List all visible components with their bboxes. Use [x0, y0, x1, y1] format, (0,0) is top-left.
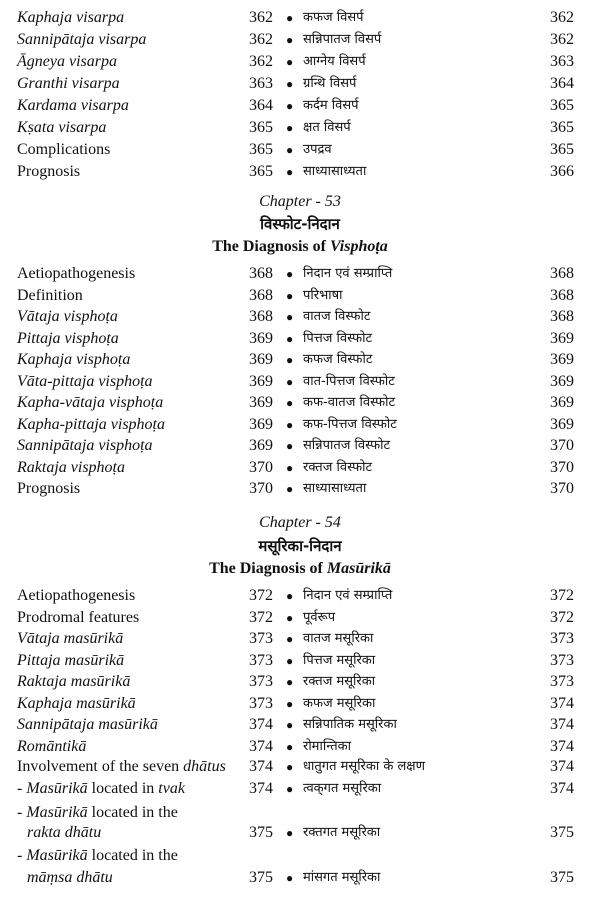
bullet-dot: ● [286, 653, 294, 668]
page-number-english: 365 [249, 119, 273, 136]
toc-entry-hindi: वातज विस्फोट [303, 309, 371, 324]
page-number-hindi: 374 [550, 716, 574, 733]
page-number-hindi: 373 [550, 673, 574, 690]
page-number-english: 369 [249, 394, 273, 411]
toc-entry-hindi: निदान एवं सम्प्राप्ति [303, 266, 393, 281]
bullet-dot: ● [286, 696, 294, 711]
page-number-english: 373 [249, 694, 273, 712]
toc-row [0, 117, 600, 139]
toc-entry-hindi: कफज मसूरिका [303, 695, 376, 711]
toc-entry-english: Kapha-pittaja visphoṭa [17, 415, 165, 433]
toc-row [0, 7, 600, 29]
toc-row [0, 714, 600, 736]
page-number-english: 374 [249, 737, 273, 755]
bullet-dot: ● [286, 739, 294, 754]
page-number-hindi: 364 [550, 75, 574, 92]
bullet-dot: ● [286, 99, 294, 113]
toc-row [0, 95, 600, 117]
page-number-hindi: 363 [550, 53, 574, 70]
bullet-dot: ● [286, 675, 294, 689]
toc-entry-english: Raktaja visphoṭa [17, 458, 125, 476]
toc-entry-english: - Masūrikā located in the [17, 804, 178, 821]
page-number-english: 364 [249, 97, 273, 114]
toc-entry-hindi: त्वक्‌गत मसूरिका [303, 781, 382, 796]
toc-entry-english: Involvement of the seven dhātus [17, 758, 226, 775]
toc-entry-hindi: परिभाषा [303, 287, 343, 303]
page-number-english: 369 [249, 415, 273, 433]
toc-row-rakta-line1 [0, 802, 600, 824]
toc-entry-hindi: रक्तज मसूरिका [303, 674, 376, 689]
toc-row [0, 51, 600, 73]
page-number-english: 369 [249, 372, 273, 390]
page-number-hindi: 370 [550, 480, 574, 497]
page-number-hindi: 368 [550, 265, 574, 282]
page-number-english: 370 [249, 480, 273, 497]
bullet-dot: ● [286, 33, 294, 47]
bullet-dot: ● [286, 782, 294, 796]
page-number-english: 368 [249, 308, 273, 325]
toc-entry-hindi: सन्निपातिक मसूरिका [303, 717, 397, 732]
page-number-hindi: 374 [550, 780, 574, 797]
toc-entry-hindi: कर्दम विसर्प [303, 98, 359, 113]
page-number-english: 369 [249, 437, 273, 454]
toc-entry-hindi: सन्निपातज विस्फोट [303, 438, 391, 453]
bullet-dot: ● [286, 310, 294, 324]
toc-entry-english: Prodromal features [17, 608, 140, 626]
toc-entry-hindi: कफज विस्फोट [303, 352, 373, 367]
toc-row [0, 585, 600, 607]
page-number-english: 365 [249, 141, 273, 158]
toc-entry-hindi: क्षत विसर्प [303, 120, 351, 135]
toc-row [0, 73, 600, 95]
toc-entry-english: Romāntikā [17, 737, 87, 755]
bullet-dot: ● [286, 374, 294, 389]
toc-entry-english: Complications [17, 141, 111, 158]
toc-entry-hindi: सन्निपातज विसर्प [303, 32, 382, 47]
toc-row [0, 139, 600, 161]
bullet-dot: ● [286, 439, 294, 453]
chapter-54-title-term: Masūrikā [326, 560, 391, 577]
toc-row-mamsa-line2 [0, 867, 600, 889]
page-number-english: 372 [249, 608, 273, 626]
toc-entry-english: Kaphaja visphoṭa [17, 351, 131, 368]
toc-entry-english-continued: māṃsa dhātu [27, 869, 113, 886]
bullet-dot: ● [286, 267, 294, 281]
bullet-dot: ● [286, 143, 294, 157]
chapter-53-label: Chapter - 53 [259, 193, 341, 210]
toc-entry-english: Sannipātaja visphoṭa [17, 437, 153, 454]
page-number-hindi: 372 [550, 587, 574, 604]
toc-row [0, 435, 600, 457]
toc-entry-hindi: रक्तज विस्फोट [303, 459, 373, 475]
toc-entry-hindi: निदान एवं सम्प्राप्ति [303, 588, 393, 603]
page-number-hindi: 362 [550, 9, 574, 26]
page-number-hindi: 368 [550, 308, 574, 325]
page-number-english: 362 [249, 31, 273, 48]
bullet-dot: ● [286, 482, 294, 496]
chapter-53-title-term: Visphoṭa [329, 238, 388, 255]
page-number-english: 368 [249, 265, 273, 282]
toc-entry-hindi: आग्नेय विसर्प [303, 54, 366, 69]
toc-entry-hindi: रोमान्तिका [303, 738, 351, 754]
toc-entry-english: Kaphaja masūrikā [17, 694, 136, 712]
toc-entry-hindi: साध्यासाध्यता [303, 164, 367, 179]
toc-entry-english: Vātaja visphoṭa [17, 308, 118, 325]
page-number-hindi: 374 [550, 758, 574, 775]
bullet-dot: ● [286, 165, 294, 179]
bullet-dot: ● [286, 288, 294, 303]
toc-entry-english: Pittaja masūrikā [17, 651, 125, 669]
toc-entry-english: - Masūrikā located in the [17, 847, 178, 864]
toc-entry-hindi: मांसगत मसूरिका [303, 870, 381, 885]
page-number-hindi: 366 [550, 163, 574, 180]
toc-entry-english: Aetiopathogenesis [17, 587, 136, 604]
page-number-hindi: 375 [550, 869, 574, 886]
toc-entry-english: Kapha-vātaja visphoṭa [17, 394, 164, 411]
page-number-english: 374 [249, 758, 273, 775]
page-number-english: 369 [249, 351, 273, 368]
page-number-english: 373 [249, 630, 273, 647]
toc-row [0, 263, 600, 285]
toc-row [0, 457, 600, 479]
toc-entry-english: Prognosis [17, 480, 81, 497]
bullet-dot: ● [286, 77, 294, 91]
bullet-dot: ● [286, 760, 294, 774]
toc-entry-english: Kardama visarpa [17, 97, 129, 114]
toc-entry-hindi: पित्तज विस्फोट [303, 330, 373, 346]
toc-entry-english-continued: rakta dhātu [27, 824, 102, 841]
page-number-hindi: 369 [550, 372, 574, 390]
toc-entry-hindi: धातुगत मसूरिका के लक्षण [303, 759, 426, 774]
page-number-english: 363 [249, 75, 273, 92]
page-number-hindi: 368 [550, 286, 574, 304]
page-number-hindi: 373 [550, 630, 574, 647]
toc-entry-english: Āgneya visarpa [17, 53, 117, 70]
page-number-hindi: 374 [550, 694, 574, 712]
page-number-english: 372 [249, 587, 273, 604]
page-number-hindi: 370 [550, 458, 574, 476]
page-number-english: 365 [249, 163, 273, 180]
toc-row [0, 285, 600, 307]
toc-row-rakta-line2 [0, 822, 600, 844]
bullet-dot: ● [286, 331, 294, 346]
chapter-53-english-title [0, 236, 600, 258]
toc-row [0, 392, 600, 414]
toc-row [0, 671, 600, 693]
toc-entry-hindi: साध्यासाध्यता [303, 481, 367, 496]
page-number-english: 373 [249, 673, 273, 690]
toc-entry-english: Prognosis [17, 163, 81, 180]
toc-entry-hindi: रक्तगत मसूरिका [303, 825, 381, 840]
page-number-hindi: 374 [550, 737, 574, 755]
toc-entry-english: - Masūrikā located in tvak [17, 780, 185, 797]
page-number-hindi: 369 [550, 394, 574, 411]
bullet-dot: ● [286, 55, 294, 69]
toc-row [0, 328, 600, 350]
page-number-hindi: 373 [550, 651, 574, 669]
toc-row [0, 478, 600, 500]
toc-entry-hindi: पूर्वरूप [303, 609, 336, 625]
bullet-dot: ● [286, 396, 294, 410]
page-number-english: 362 [249, 9, 273, 26]
toc-row [0, 650, 600, 672]
toc-entry-hindi: वातज मसूरिका [303, 631, 374, 646]
toc-row-involvement [0, 756, 600, 778]
bullet-dot: ● [286, 632, 294, 646]
page-number-hindi: 370 [550, 437, 574, 454]
page-number-hindi: 369 [550, 351, 574, 368]
chapter-53-title-prefix: The Diagnosis of [212, 238, 330, 255]
toc-entry-english: Definition [17, 286, 83, 304]
chapter-54-english-title [0, 558, 600, 580]
bullet-dot: ● [286, 353, 294, 367]
toc-entry-hindi: ग्रन्थि विसर्प [303, 76, 357, 91]
page-number-english: 373 [249, 651, 273, 669]
chapter-54-hindi-title: मसूरिका-निदान [258, 537, 342, 555]
page-number-english: 368 [249, 286, 273, 304]
bullet-dot: ● [286, 610, 294, 625]
toc-entry-hindi: पित्तज मसूरिका [303, 652, 376, 668]
toc-row [0, 414, 600, 436]
toc-row-mamsa-line1 [0, 845, 600, 867]
toc-row [0, 607, 600, 629]
page-number-hindi: 365 [550, 119, 574, 136]
toc-entry-hindi: वात-पित्तज विस्फोट [303, 373, 395, 389]
toc-entry-hindi: कफ-वातज विस्फोट [303, 395, 396, 410]
bullet-dot: ● [286, 460, 294, 475]
toc-entry-hindi: कफज विसर्प [303, 10, 364, 25]
chapter-54-label: Chapter - 54 [259, 514, 341, 531]
page-number-english: 375 [249, 824, 273, 841]
page-number-hindi: 372 [550, 608, 574, 626]
chapter-53-hindi-title: विस्फोट-निदान [260, 215, 340, 233]
toc-row [0, 736, 600, 758]
chapter-54-title-prefix: The Diagnosis of [209, 560, 327, 577]
toc-entry-hindi: उपद्रव [303, 142, 332, 157]
toc-entry-english: Vāta-pittaja visphoṭa [17, 372, 153, 390]
page-number-english: 370 [249, 458, 273, 476]
page-number-hindi: 369 [550, 329, 574, 347]
page-number-english: 362 [249, 53, 273, 70]
page-number-english: 374 [249, 716, 273, 733]
toc-entry-english: Pittaja visphoṭa [17, 329, 119, 347]
bullet-dot: ● [286, 11, 294, 25]
page-number-english: 369 [249, 329, 273, 347]
page-number-hindi: 375 [550, 824, 574, 841]
bullet-dot: ● [286, 826, 294, 840]
toc-row [0, 693, 600, 715]
toc-row [0, 628, 600, 650]
toc-entry-english: Sannipātaja visarpa [17, 31, 147, 48]
toc-row-tvak [0, 778, 600, 800]
toc-row [0, 306, 600, 328]
toc-entry-english: Kṣata visarpa [17, 119, 107, 136]
page-number-hindi: 365 [550, 97, 574, 114]
bullet-dot: ● [286, 871, 294, 885]
toc-row [0, 371, 600, 393]
toc-entry-english: Aetiopathogenesis [17, 265, 136, 282]
page-number-english: 375 [249, 869, 273, 886]
bullet-dot: ● [286, 589, 294, 603]
toc-entry-english: Vātaja masūrikā [17, 630, 124, 647]
bullet-dot: ● [286, 121, 294, 135]
toc-entry-english: Raktaja masūrikā [17, 673, 131, 690]
toc-row [0, 349, 600, 371]
page-number-hindi: 362 [550, 31, 574, 48]
toc-entry-english: Granthi visarpa [17, 75, 120, 92]
toc-row [0, 29, 600, 51]
toc-entry-english: Sannipātaja masūrikā [17, 716, 158, 733]
bullet-dot: ● [286, 417, 294, 432]
toc-entry-english: Kaphaja visarpa [17, 9, 125, 26]
page-number-hindi: 369 [550, 415, 574, 433]
bullet-dot: ● [286, 718, 294, 732]
toc-row [0, 161, 600, 183]
page-number-english: 374 [249, 780, 273, 797]
toc-entry-hindi: कफ-पित्तज विस्फोट [303, 416, 397, 432]
page-number-hindi: 365 [550, 141, 574, 158]
